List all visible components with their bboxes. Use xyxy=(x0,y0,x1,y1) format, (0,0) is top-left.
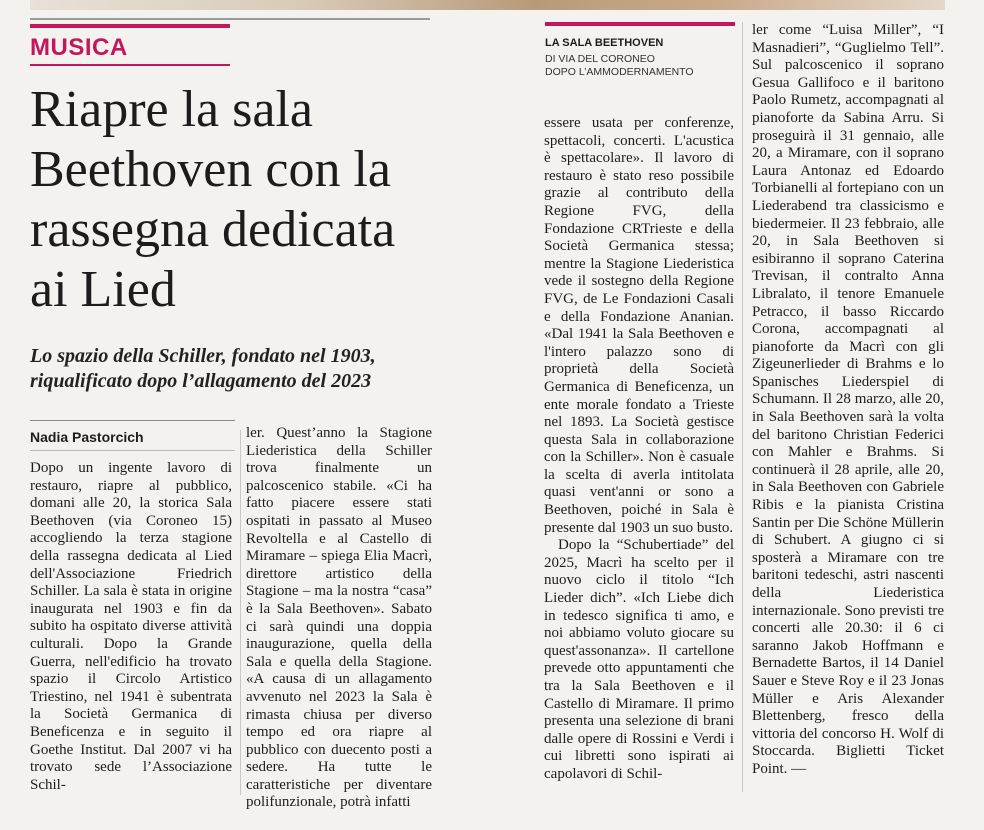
photo-caption-line1: DI VIA DEL CORONEO xyxy=(545,53,655,65)
author-rule xyxy=(30,420,235,421)
article-column-1 xyxy=(30,460,232,794)
photo-edge xyxy=(30,0,945,10)
section-underline xyxy=(30,64,230,66)
column-divider xyxy=(742,22,743,792)
section-accent-bar xyxy=(30,24,230,28)
section-label: MUSICA xyxy=(30,34,128,61)
column-divider xyxy=(240,430,241,795)
paragraph: ler. Quest’anno la Stagione Liederistica della Schiller trova finalmente un palcoscenico stabile. «Ci ha fatto piacere essere stati ospitati in passato al Museo Revoltella e al Castello di Miramare – spiega Elia Macrì, direttore artistico della Stagione – ma la nostra “casa” è la Sala Beethoven». Sabato ci sarà quindi una doppia inaugurazione, quella della Sala e quella della Stagione. «A causa di un allagamento avvenuto nel 2023 la Sala è rimasta chiusa per diverso tempo ed ora riapre al pubblico con duecento posti a sedere. Ha tutte le caratteristiche per diventare polifunzionale, potrà infatti xyxy=(246,425,432,811)
paragraph: essere usata per conferenze, spettacoli, concerti. L'acustica è spettacolare». Il lavoro di restauro è stato reso possibile grazie al contributo della Regione FVG, della Fondazione CRTrieste e della Società Germanica stessa; mentre la Stagione Liederistica vede il sostegno della Regione FVG, de Le Fondazioni Casali e della Fondazione Ananian. «Dal 1941 la Sala Beethoven e l'intero palazzo sono di proprietà della Società Germanica di Beneficenza, un ente morale fondato a Trieste nel 1893. La Società gestisce questa Sala in collaborazione con la Schiller». Non è casuale la scelta di averla intitolata quasi vent'anni or sono a Beethoven, poiché in Sala è presente dal 1903 un suo busto. xyxy=(544,115,734,536)
photo-caption-text xyxy=(545,53,735,79)
article-column-4 xyxy=(752,22,944,779)
photo-caption-title: LA SALA BEETHOVEN xyxy=(545,37,664,49)
photo-caption-line2: DOPO L’AMMODERNAMENTO xyxy=(545,66,694,78)
paragraph: ler come “Luisa Miller”, “I Masnadieri”, “Guglielmo Tell”. Sul palcoscenico il soprano Gesua Gallifoco e il baritono Paolo Rumetz, accompagnati al pianoforte da Sabina Arru. Si proseguirà il 31 gennaio, alle 20, a Miramare, con il soprano Laura Antonaz ed Edoardo Torbianelli al fortepiano con un Liederabend tra classicismo e biedermeier. Il 23 febbraio, alle 20, in Sala Beethoven si esibiranno il soprano Caterina Trevisan, il contralto Anna Libralato, il tenore Emanuele Petracco, il basso Riccardo Corona, accompagnati al pianoforte da Macrì con gli Zigeunerlieder di Brahms e lo Spanisches Liederspiel di Schumann. Il 28 marzo, alle 20, in Sala Beethoven sarà la volta del baritono Christian Federici con Mahler e Brahms. Si continuerà il 28 aprile, alle 20, in Sala Beethoven con Gabriele Ribis e la pianista Cristina Santin per Die Schöne Müllerin di Schubert. A giugno ci si sposterà a Miramare con tre baritoni tedeschi, astri nascenti della Liederistica internazionale. Sono previsti tre concerti alle 20.30: il 6 ci saranno Jakob Hoffmann e Bernadette Bartos, il 14 Daniel Sauer e Steve Roy e il 23 Jonas Müller e Aris Alexander Blettenberg, fresco della vittoria del concorso H. Wolf di Stoccarda. Biglietti Ticket Point. — xyxy=(752,22,944,777)
top-rule xyxy=(30,18,430,20)
byline-rule xyxy=(30,450,235,451)
paragraph: Dopo un ingente lavoro di restauro, riapre al pubblico, domani alle 20, la storica Sala Beethoven (via Coroneo 15) accogliendo la terza stagione della rassegna dedicata al Lied dell'Associazione Friedrich Schiller. La sala è stata in origine inaugurata nel 1903 e fin da subito ha ospitato diverse attività culturali. Dopo la Grande Guerra, nell'edificio ha trovato spazio il Circolo Artistico Triestino, nel 1941 è subentrata la Società Germanica di Beneficenza e in seguito il Goethe Institut. Dal 2007 vi ha trovato sede l’Associazione Schil- xyxy=(30,460,232,793)
headline: Riapre la sala Beethoven con la rassegna dedicata ai Lied xyxy=(30,81,396,318)
caption-accent-bar xyxy=(545,22,735,26)
paragraph: Dopo la “Schubertiade” del 2025, Macrì ha scelto per il nuovo ciclo il titolo “Ich Lieder dich”. «Ich Liebe dich in tedesco significa ti amo, e noi abbiamo voluto giocare su quest'assonanza». Il cartellone prevede otto appuntamenti che tra la Sala Beethoven e il Castello di Miramare. Il primo presenta una selezione di brani dalle opere di Rossini e Verdi i cui libretti sono ispirati ai capolavori di Schil- xyxy=(544,537,734,782)
subheadline: Lo spazio della Schiller, fondato nel 1903, riqualificato dopo l’allagamento del 2023 xyxy=(30,345,376,392)
article-column-3 xyxy=(544,115,734,784)
article-column-2 xyxy=(246,425,432,812)
byline: Nadia Pastorcich xyxy=(30,429,144,445)
